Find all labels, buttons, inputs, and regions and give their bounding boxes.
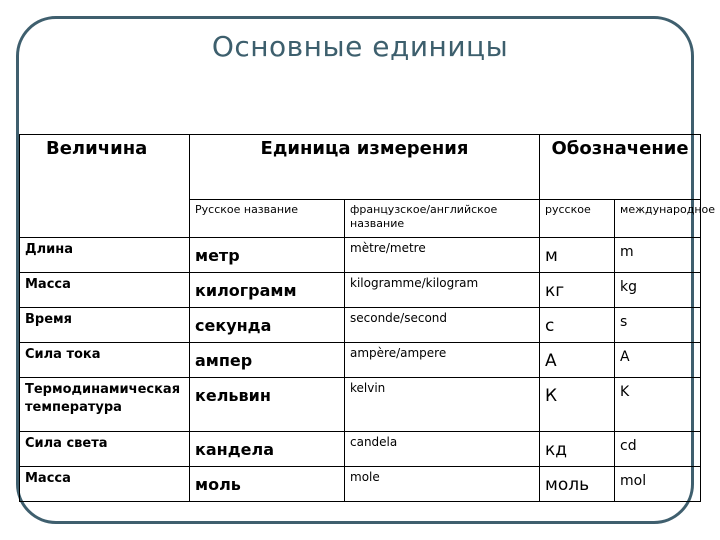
header-quantity: Величина [20, 135, 190, 238]
table-row [20, 238, 701, 273]
cell-fr-en-name: ampère/ampere [345, 343, 540, 378]
cell-ru-symbol: А [540, 343, 615, 378]
cell-fr-en-name: mole [345, 467, 540, 502]
slide-title: Основные единицы [211, 30, 509, 63]
subheader-ru-symbol: русское [540, 200, 615, 238]
header-unit: Единица измерения [190, 135, 540, 200]
cell-intl-symbol: mol [615, 467, 701, 502]
cell-ru-symbol: кд [540, 432, 615, 467]
cell-ru-symbol: м [540, 238, 615, 273]
cell-intl-symbol: s [615, 308, 701, 343]
cell-ru-name: кельвин [190, 378, 345, 432]
table-row [20, 432, 701, 467]
cell-ru-symbol: моль [540, 467, 615, 502]
cell-quantity: Масса [20, 273, 190, 308]
header-designation: Обозначение [540, 135, 701, 200]
subheader-fr-en-name: французское/английское название [345, 200, 540, 238]
table-row [20, 378, 701, 432]
cell-ru-symbol: кг [540, 273, 615, 308]
table-row [20, 273, 701, 308]
table-row [20, 467, 701, 502]
cell-ru-name: ампер [190, 343, 345, 378]
cell-ru-name: метр [190, 238, 345, 273]
cell-ru-name: кандела [190, 432, 345, 467]
cell-ru-symbol: К [540, 378, 615, 432]
cell-fr-en-name: kilogramme/kilogram [345, 273, 540, 308]
cell-fr-en-name: mètre/metre [345, 238, 540, 273]
cell-ru-name: килограмм [190, 273, 345, 308]
table-row [20, 308, 701, 343]
cell-ru-symbol: с [540, 308, 615, 343]
subheader-ru-name: Русское название [190, 200, 345, 238]
cell-quantity: Масса [20, 467, 190, 502]
table-header-row [20, 135, 701, 200]
table-row [20, 343, 701, 378]
cell-quantity: Время [20, 308, 190, 343]
units-table [19, 134, 716, 502]
cell-ru-name: секунда [190, 308, 345, 343]
cell-quantity: Сила света [20, 432, 190, 467]
cell-quantity: Сила тока [20, 343, 190, 378]
cell-fr-en-name: candela [345, 432, 540, 467]
cell-intl-symbol: kg [615, 273, 701, 308]
cell-intl-symbol: m [615, 238, 701, 273]
cell-quantity: Термодинамическая температура [20, 378, 190, 432]
subheader-intl-symbol: международное [615, 200, 701, 238]
cell-ru-name: моль [190, 467, 345, 502]
cell-intl-symbol: A [615, 343, 701, 378]
cell-fr-en-name: kelvin [345, 378, 540, 432]
cell-quantity: Длина [20, 238, 190, 273]
cell-intl-symbol: K [615, 378, 701, 432]
cell-intl-symbol: cd [615, 432, 701, 467]
cell-fr-en-name: seconde/second [345, 308, 540, 343]
